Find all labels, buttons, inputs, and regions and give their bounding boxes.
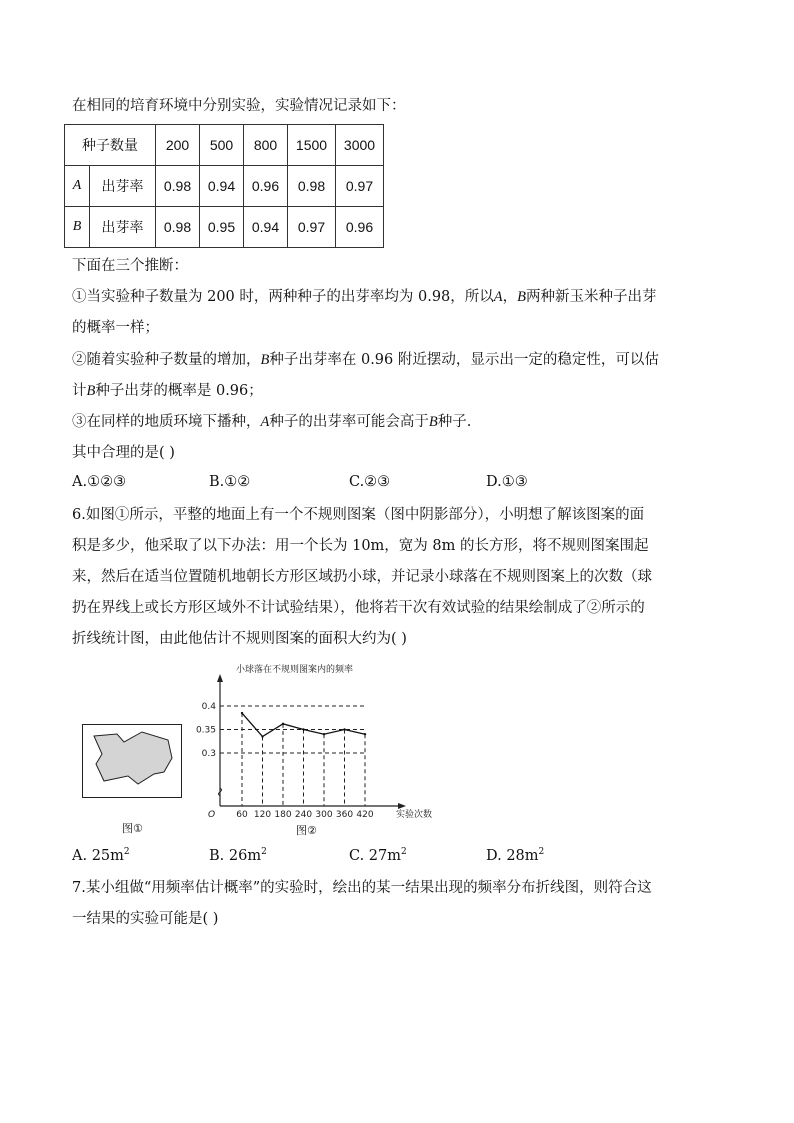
- seed-label: A: [65, 166, 90, 207]
- table-row: [65, 207, 384, 248]
- data-point: [302, 728, 304, 730]
- table-cell: 0.94: [244, 207, 288, 248]
- x-tick-label: 420: [356, 810, 374, 820]
- table-cell: 0.97: [336, 166, 384, 207]
- x-tick-label: 240: [294, 810, 313, 820]
- y-tick-label: 0.3: [201, 749, 216, 759]
- data-point: [241, 712, 243, 714]
- statement-1-cont: 的概率一样；: [72, 320, 159, 336]
- option-c[interactable]: C. $27m^2$: [349, 847, 407, 864]
- data-point: [364, 733, 366, 735]
- option-c[interactable]: C.②③: [349, 474, 391, 490]
- data-point: [282, 723, 284, 725]
- chart-title: 小球落在不规则图案内的频率: [236, 665, 354, 675]
- header-count: 1500: [288, 125, 336, 166]
- header-count: 3000: [336, 125, 384, 166]
- table-cell: 0.95: [200, 207, 244, 248]
- q6-options: [72, 847, 672, 869]
- y-axis-arrow: [217, 674, 223, 682]
- header-count: 500: [200, 125, 244, 166]
- x-tick-label: 360: [335, 810, 354, 820]
- figure-1-diagram: [82, 724, 182, 798]
- table-cell: 0.97: [288, 207, 336, 248]
- origin-label: O: [208, 810, 216, 820]
- q6-line-2: 积是多少，他采取了以下办法：用一个长为 10m，宽为 8m 的长方形，将不规则图案围起: [72, 538, 649, 554]
- header-count: 200: [156, 125, 200, 166]
- table-header-row: [65, 125, 384, 166]
- figure-1-caption: 图①: [122, 822, 143, 835]
- header-count: 800: [244, 125, 288, 166]
- header-seed-count: 种子数量: [65, 125, 156, 166]
- q6-line-5: 折线统计图，由此他估计不规则图案的面积大约为( ): [72, 631, 407, 647]
- intro-text: 在相同的培育环境中分别实验，实验情况记录如下：: [72, 98, 406, 114]
- q6-line-3: 来，然后在适当位置随机地朝长方形区域扔小球，并记录小球落在不规则图案上的次数（球: [72, 569, 652, 585]
- x-axis-label: 实验次数: [396, 810, 433, 820]
- table-cell: 0.98: [156, 207, 200, 248]
- row-label: 出芽率: [90, 207, 156, 248]
- frequency-line-chart: [190, 660, 450, 825]
- q6-line-1: 6.如图①所示，平整的地面上有一个不规则图案（图中阴影部分），小明想了解该图案的面: [72, 507, 645, 523]
- x-tick-label: 120: [253, 810, 272, 820]
- x-tick-label: 300: [315, 810, 333, 820]
- data-point: [343, 728, 345, 730]
- irregular-shape: [94, 732, 172, 784]
- data-point: [261, 735, 263, 737]
- table-cell: 0.96: [244, 166, 288, 207]
- table-cell: 0.94: [200, 166, 244, 207]
- option-b[interactable]: B.①②: [209, 474, 251, 490]
- x-tick-label: 60: [236, 810, 248, 820]
- table-row: [65, 166, 384, 207]
- option-b[interactable]: B. $26m^2$: [209, 847, 267, 864]
- statements-lead: 下面在三个推断：: [72, 258, 188, 274]
- option-d[interactable]: D. $28m^2$: [486, 847, 545, 864]
- q5-options: [72, 474, 672, 496]
- statement-2: ②随着实验种子数量的增加，B种子出芽率在 0.96 附近摆动，显示出一定的稳定性，可以估: [72, 352, 659, 368]
- y-tick-label: 0.4: [201, 702, 216, 712]
- x-axis-arrow: [398, 803, 406, 809]
- q6-line-4: 扔在界线上或长方形区域外不计试验结果），他将若干次有效试验的结果绘制成了②所示的: [72, 600, 645, 616]
- table-cell: 0.98: [156, 166, 200, 207]
- q7-line-2: 一结果的实验可能是( ): [72, 911, 219, 927]
- question-ask: 其中合理的是( ): [72, 445, 175, 461]
- y-tick-label: 0.35: [195, 725, 216, 736]
- seed-label: B: [65, 207, 90, 248]
- statement-2-cont: 计B种子出芽的概率是 0.96；: [72, 383, 263, 399]
- row-label: 出芽率: [90, 166, 156, 207]
- table-cell: 0.98: [288, 166, 336, 207]
- x-tick-label: 180: [274, 810, 292, 820]
- statement-3: ③在同样的地质环境下播种，A种子的出芽率可能会高于B种子.: [72, 414, 472, 430]
- data-point: [323, 733, 325, 735]
- figure-2-caption: 图②: [296, 824, 317, 837]
- statement-1: ①当实验种子数量为 200 时，两种种子的出芽率均为 0.98，所以A，B两种新玉米种子出芽: [72, 289, 657, 305]
- germination-table: [64, 124, 384, 248]
- option-a[interactable]: A.①②③: [72, 474, 127, 490]
- option-a[interactable]: A. $25m^2$: [72, 847, 130, 864]
- option-d[interactable]: D.①③: [486, 474, 528, 490]
- q7-line-1: 7.某小组做“用频率估计概率”的实验时，绘出的某一结果出现的频率分布折线图，则符合这: [72, 880, 652, 896]
- table-cell: 0.96: [336, 207, 384, 248]
